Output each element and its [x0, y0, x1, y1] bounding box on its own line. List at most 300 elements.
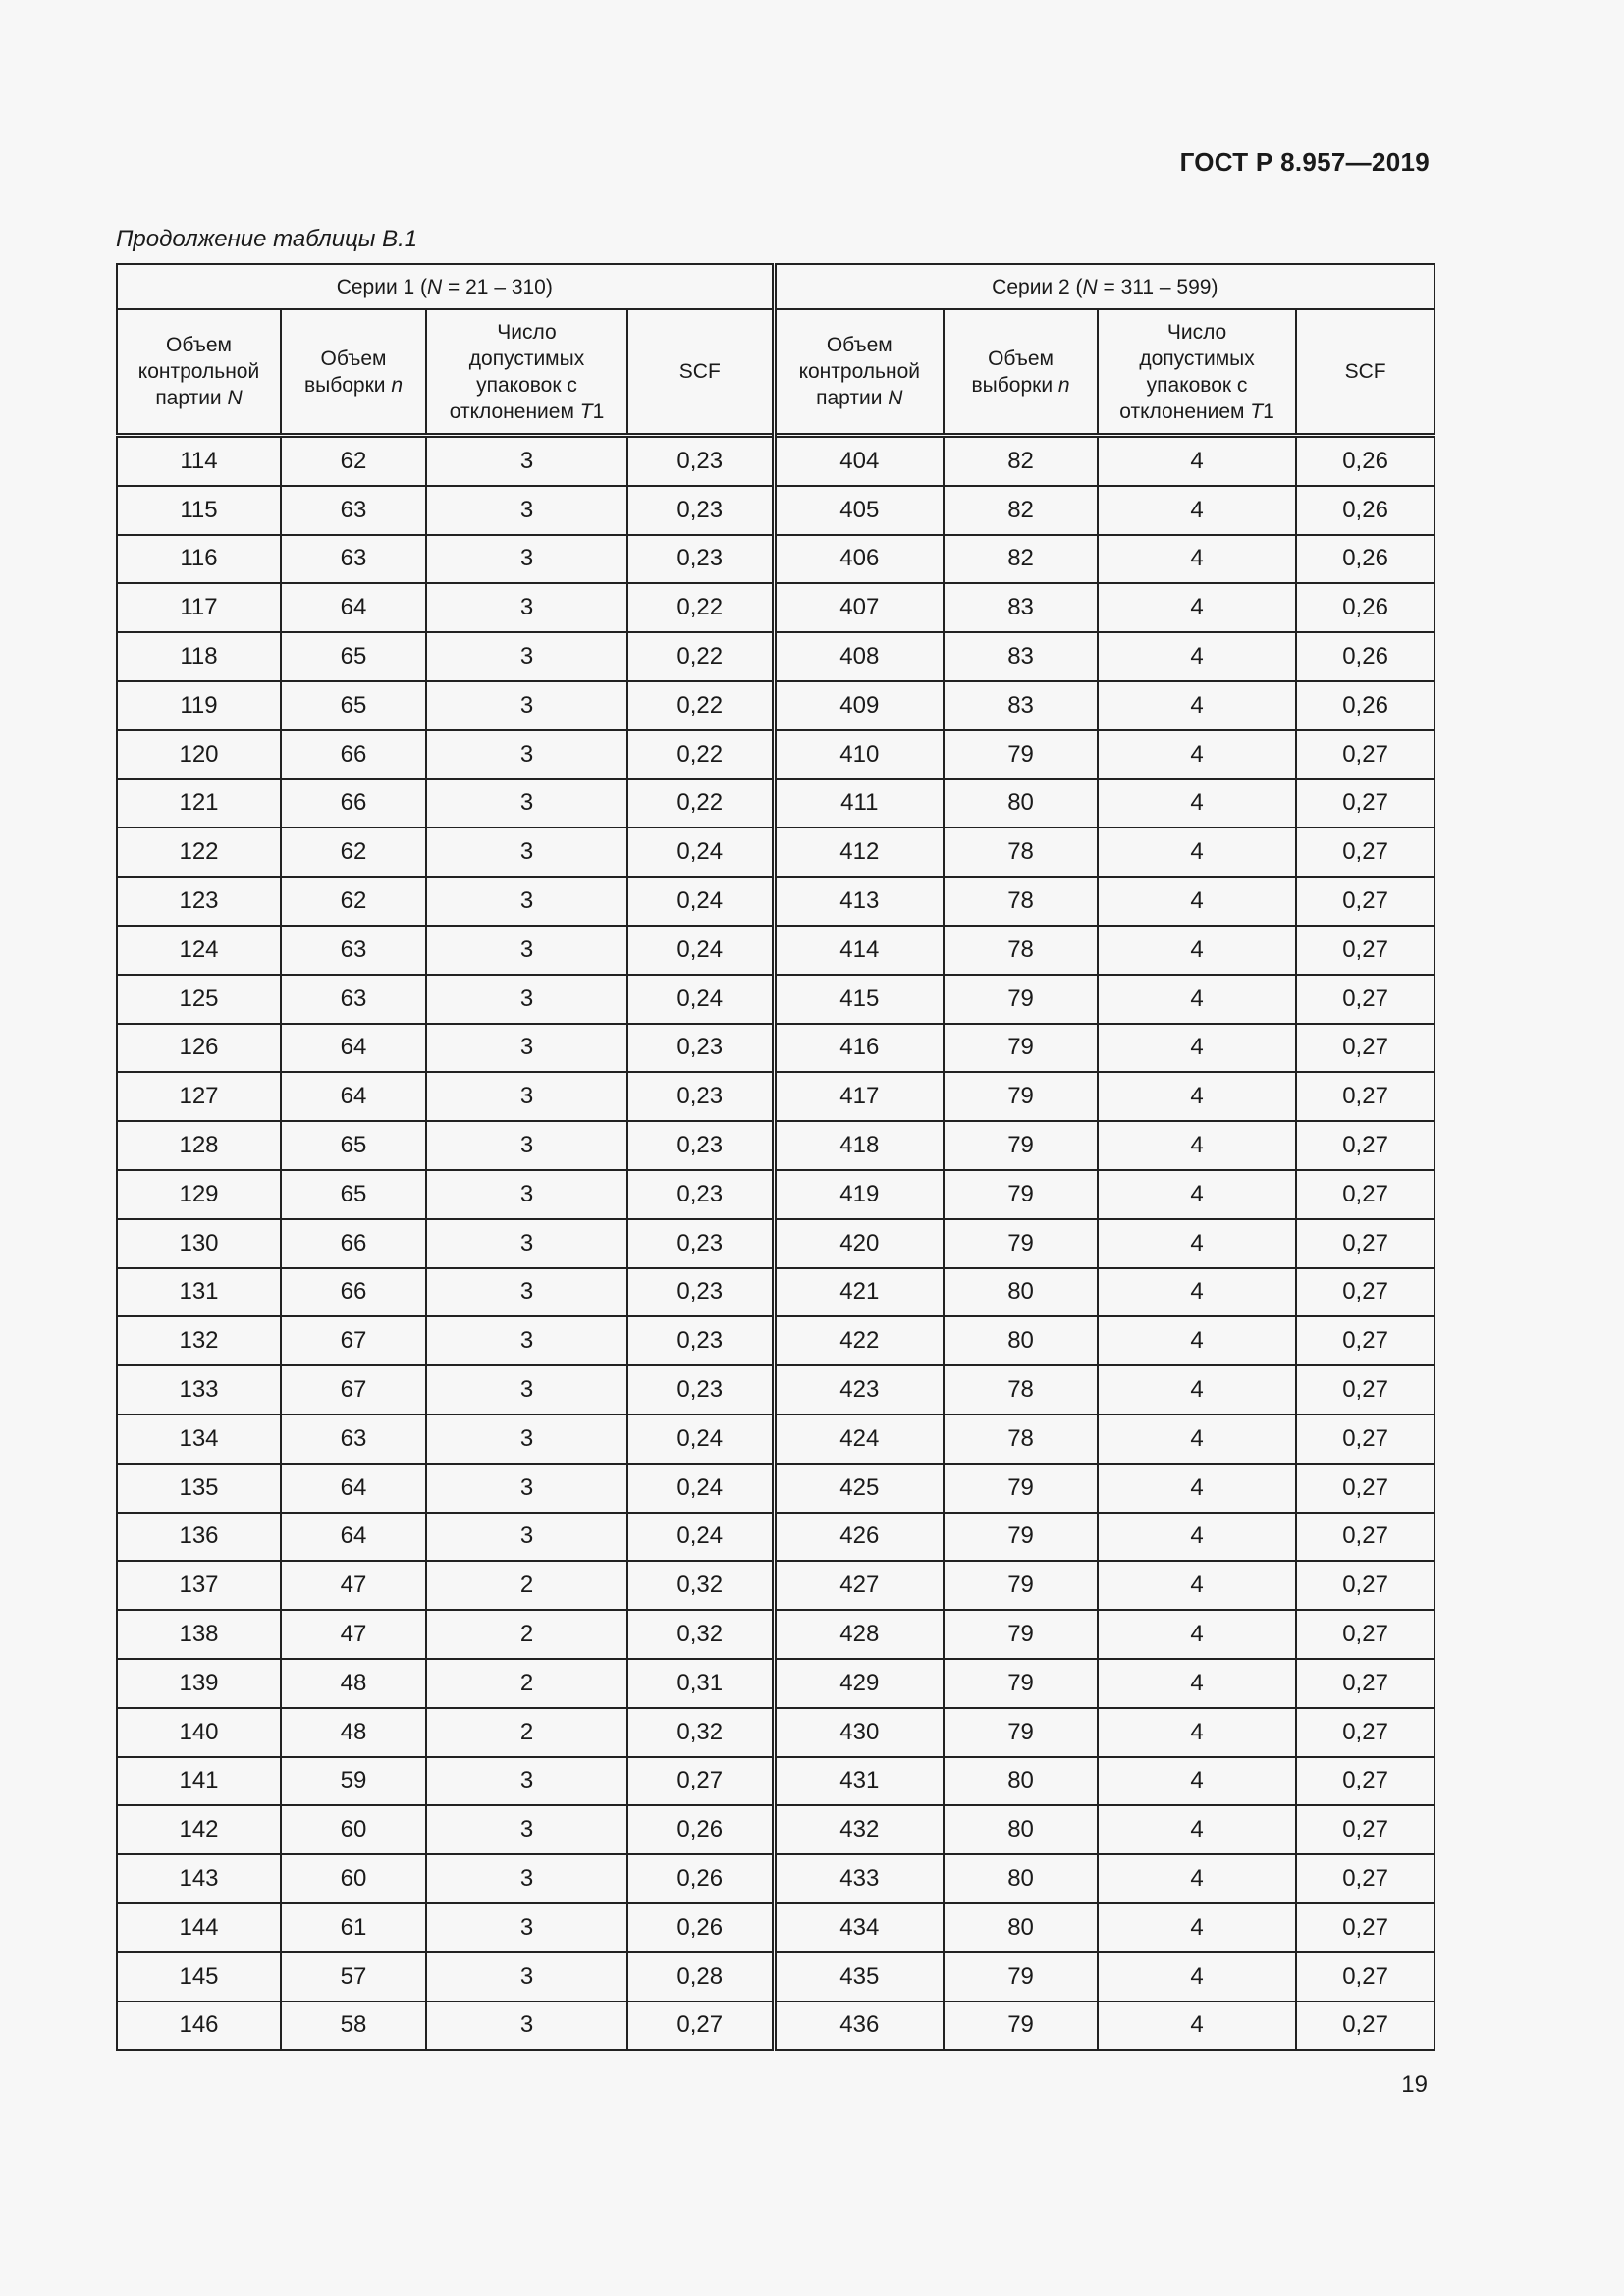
series-1-scf-cell: 0,31: [627, 1659, 774, 1708]
series-2-scf-cell: 0,26: [1296, 583, 1435, 632]
series-2-lot-size-cell: 427: [774, 1561, 944, 1610]
table-row: [117, 1561, 1435, 1610]
series-2-allowed-deviations-cell: 4: [1098, 632, 1296, 681]
series-2-lot-size-cell: 408: [774, 632, 944, 681]
series-1-allowed-deviations-cell: 3: [426, 1952, 627, 2002]
series-1-allowed-deviations-cell: 3: [426, 583, 627, 632]
series-1-sample-size-cell: 61: [281, 1903, 426, 1952]
series-1-scf-cell: 0,24: [627, 1464, 774, 1513]
series-2-scf-cell: 0,27: [1296, 1170, 1435, 1219]
series-1-allowed-deviations-cell: 3: [426, 730, 627, 779]
series-2-allowed-deviations-cell: 4: [1098, 1365, 1296, 1415]
series-1-sample-size-cell: 64: [281, 1513, 426, 1562]
series-1-sample-size-cell: 62: [281, 877, 426, 926]
series-1-sample-size-cell: 63: [281, 926, 426, 975]
table-body: [117, 436, 1435, 2051]
series-2-sample-size-cell: 82: [944, 436, 1098, 486]
series-2-lot-size-cell: 411: [774, 779, 944, 828]
series-1-lot-size-cell: 126: [117, 1024, 281, 1073]
series-1-lot-size-cell: 131: [117, 1268, 281, 1317]
series-2-allowed-deviations-cell: 4: [1098, 1268, 1296, 1317]
series-2-sample-size-cell: 82: [944, 535, 1098, 584]
series-2-sample-size-cell: 79: [944, 1513, 1098, 1562]
series-1-sample-size-cell: 58: [281, 2002, 426, 2051]
table-row: [117, 436, 1435, 486]
series-1-sample-size-cell: 66: [281, 779, 426, 828]
series-2-lot-size-cell: 413: [774, 877, 944, 926]
series-1-allowed-deviations-cell: 3: [426, 632, 627, 681]
series-2-allowed-deviations-cell: 4: [1098, 1561, 1296, 1610]
series-2-scf-cell: 0,27: [1296, 1952, 1435, 2002]
series-1-scf-cell: 0,27: [627, 1757, 774, 1806]
series-2-lot-size-cell: 432: [774, 1805, 944, 1854]
series-1-lot-size-cell: 134: [117, 1415, 281, 1464]
series-1-allowed-deviations-cell: 3: [426, 1415, 627, 1464]
series-1-allowed-deviations-cell: 3: [426, 1121, 627, 1170]
series-2-allowed-deviations-cell: 4: [1098, 486, 1296, 535]
series-1-lot-size-cell: 124: [117, 926, 281, 975]
series-1-lot-size-cell: 127: [117, 1072, 281, 1121]
series-2-allowed-deviations-cell: 4: [1098, 1903, 1296, 1952]
series-1-allowed-deviations-cell: 3: [426, 1805, 627, 1854]
series-2-allowed-deviations-cell: 4: [1098, 975, 1296, 1024]
table-row: [117, 486, 1435, 535]
series-1-lot-size-cell: 121: [117, 779, 281, 828]
series-1-scf-cell: 0,32: [627, 1561, 774, 1610]
series-1-scf-cell: 0,24: [627, 877, 774, 926]
series-2-allowed-deviations-cell: 4: [1098, 1854, 1296, 1903]
series-2-sample-size-cell: 79: [944, 1024, 1098, 1073]
series-1-lot-size-cell: 125: [117, 975, 281, 1024]
series-1-allowed-deviations-cell: 3: [426, 1903, 627, 1952]
series-2-lot-size-cell: 422: [774, 1316, 944, 1365]
series-2-sample-size-cell: 82: [944, 486, 1098, 535]
series-1-sample-size-cell: 47: [281, 1561, 426, 1610]
series-1-lot-size-cell: 129: [117, 1170, 281, 1219]
series-1-scf-cell: 0,23: [627, 1024, 774, 1073]
document-code: ГОСТ Р 8.957—2019: [1179, 147, 1430, 177]
series-2-allowed-deviations-cell: 4: [1098, 1805, 1296, 1854]
series-1-allowed-deviations-cell: 2: [426, 1659, 627, 1708]
series-1-lot-size-cell: 115: [117, 486, 281, 535]
series-1-allowed-deviations-cell: 2: [426, 1708, 627, 1757]
series-1-scf-cell: 0,24: [627, 975, 774, 1024]
table-row: [117, 535, 1435, 584]
table-row: [117, 1170, 1435, 1219]
series-1-scf-cell: 0,24: [627, 828, 774, 877]
series-2-sample-size-cell: 80: [944, 1757, 1098, 1806]
series-2-lot-size-cell: 410: [774, 730, 944, 779]
series-2-allowed-deviations-cell: 4: [1098, 926, 1296, 975]
series-2-scf-cell: 0,26: [1296, 632, 1435, 681]
table-row: [117, 1415, 1435, 1464]
series-2-sample-size-cell: 79: [944, 1464, 1098, 1513]
series-1-sample-size-cell: 63: [281, 1415, 426, 1464]
series-1-lot-size-cell: 128: [117, 1121, 281, 1170]
series-1-lot-size-cell: 145: [117, 1952, 281, 2002]
table-row: [117, 1610, 1435, 1659]
series-2-lot-size-cell: 421: [774, 1268, 944, 1317]
series-2-scf-cell: 0,27: [1296, 975, 1435, 1024]
series-2-sample-size-cell: 79: [944, 1952, 1098, 2002]
series-2-sample-size-cell: 79: [944, 1219, 1098, 1268]
series-1-allowed-deviations-cell: 3: [426, 1268, 627, 1317]
series-1-scf-cell: 0,26: [627, 1903, 774, 1952]
table-row: [117, 730, 1435, 779]
table-row: [117, 1903, 1435, 1952]
series-2-sample-size-cell: 79: [944, 1121, 1098, 1170]
series-1-sample-size-cell: 60: [281, 1854, 426, 1903]
series-2-scf-cell: 0,27: [1296, 1024, 1435, 1073]
series-2-scf-cell: 0,27: [1296, 1072, 1435, 1121]
series-2-allowed-deviations-cell: 4: [1098, 1316, 1296, 1365]
series-2-header: Серии 2 (N = 311 – 599): [774, 264, 1435, 309]
series-1-allowed-deviations-cell: 3: [426, 779, 627, 828]
series-2-scf-cell: 0,27: [1296, 1805, 1435, 1854]
series-1-scf-cell: 0,26: [627, 1854, 774, 1903]
series-1-scf-cell: 0,23: [627, 1072, 774, 1121]
series-1-scf-cell: 0,23: [627, 1365, 774, 1415]
series-2-lot-size-cell: 429: [774, 1659, 944, 1708]
table-row: [117, 1805, 1435, 1854]
series-1-lot-size-cell: 117: [117, 583, 281, 632]
series-1-sample-size-cell: 47: [281, 1610, 426, 1659]
series-2-lot-size-cell: 423: [774, 1365, 944, 1415]
series-2-lot-size-cell: 414: [774, 926, 944, 975]
table-row: [117, 1952, 1435, 2002]
series-1-sample-size-cell: 67: [281, 1365, 426, 1415]
series-2-allowed-deviations-cell: 4: [1098, 681, 1296, 730]
series-2-scf-cell: 0,27: [1296, 1757, 1435, 1806]
series-2-allowed-deviations-cell: 4: [1098, 828, 1296, 877]
table-row: [117, 583, 1435, 632]
series-2-sample-size-cell: 78: [944, 877, 1098, 926]
column-header-row: [117, 309, 1435, 436]
series-2-allowed-deviations-cell: 4: [1098, 583, 1296, 632]
series-1-allowed-deviations-cell: 3: [426, 1024, 627, 1073]
series-1-sample-size-cell: 64: [281, 1072, 426, 1121]
series-1-lot-size-cell: 120: [117, 730, 281, 779]
series-1-sample-size-cell: 62: [281, 436, 426, 486]
table-row: [117, 1268, 1435, 1317]
series-1-sample-size-cell: 48: [281, 1708, 426, 1757]
series-1-allowed-deviations-cell: 2: [426, 1561, 627, 1610]
series-2-allowed-deviations-cell: 4: [1098, 1024, 1296, 1073]
series-1-lot-size-cell: 137: [117, 1561, 281, 1610]
series-1-sample-size-cell: 65: [281, 1170, 426, 1219]
series-2-scf-cell: 0,26: [1296, 535, 1435, 584]
series-2-scf-cell: 0,27: [1296, 1610, 1435, 1659]
col-header-scf: SCF: [1296, 309, 1435, 436]
series-1-scf-cell: 0,24: [627, 1513, 774, 1562]
series-2-lot-size-cell: 419: [774, 1170, 944, 1219]
series-2-lot-size-cell: 428: [774, 1610, 944, 1659]
series-1-sample-size-cell: 67: [281, 1316, 426, 1365]
series-2-scf-cell: 0,27: [1296, 1854, 1435, 1903]
series-2-sample-size-cell: 79: [944, 2002, 1098, 2051]
series-1-lot-size-cell: 116: [117, 535, 281, 584]
series-2-scf-cell: 0,27: [1296, 877, 1435, 926]
series-2-lot-size-cell: 416: [774, 1024, 944, 1073]
series-2-scf-cell: 0,27: [1296, 1415, 1435, 1464]
series-1-allowed-deviations-cell: 3: [426, 436, 627, 486]
series-1-scf-cell: 0,22: [627, 779, 774, 828]
series-1-allowed-deviations-cell: 3: [426, 2002, 627, 2051]
table-row: [117, 877, 1435, 926]
series-1-allowed-deviations-cell: 3: [426, 975, 627, 1024]
table-row: [117, 632, 1435, 681]
series-1-scf-cell: 0,26: [627, 1805, 774, 1854]
series-1-allowed-deviations-cell: 2: [426, 1610, 627, 1659]
series-1-sample-size-cell: 65: [281, 1121, 426, 1170]
series-2-sample-size-cell: 79: [944, 1170, 1098, 1219]
series-1-scf-cell: 0,27: [627, 2002, 774, 2051]
series-1-allowed-deviations-cell: 3: [426, 1757, 627, 1806]
series-2-scf-cell: 0,27: [1296, 1121, 1435, 1170]
series-1-allowed-deviations-cell: 3: [426, 1316, 627, 1365]
series-2-lot-size-cell: 418: [774, 1121, 944, 1170]
series-1-lot-size-cell: 133: [117, 1365, 281, 1415]
col-header-sample-size: Объем выборки n: [281, 309, 426, 436]
series-2-sample-size-cell: 79: [944, 1708, 1098, 1757]
series-2-scf-cell: 0,26: [1296, 681, 1435, 730]
series-1-lot-size-cell: 144: [117, 1903, 281, 1952]
col-header-lot-size: Объем контрольной партии N: [117, 309, 281, 436]
series-2-sample-size-cell: 83: [944, 583, 1098, 632]
series-2-lot-size-cell: 412: [774, 828, 944, 877]
series-2-sample-size-cell: 83: [944, 681, 1098, 730]
table-row: [117, 828, 1435, 877]
series-1-header: Серии 1 (N = 21 – 310): [117, 264, 774, 309]
series-2-sample-size-cell: 79: [944, 730, 1098, 779]
table-row: [117, 779, 1435, 828]
series-1-lot-size-cell: 141: [117, 1757, 281, 1806]
series-2-scf-cell: 0,26: [1296, 436, 1435, 486]
series-2-sample-size-cell: 78: [944, 926, 1098, 975]
series-2-allowed-deviations-cell: 4: [1098, 1415, 1296, 1464]
series-2-allowed-deviations-cell: 4: [1098, 1952, 1296, 2002]
series-2-scf-cell: 0,27: [1296, 1316, 1435, 1365]
series-2-allowed-deviations-cell: 4: [1098, 1708, 1296, 1757]
series-2-lot-size-cell: 420: [774, 1219, 944, 1268]
series-1-allowed-deviations-cell: 3: [426, 1365, 627, 1415]
series-2-allowed-deviations-cell: 4: [1098, 1219, 1296, 1268]
series-2-sample-size-cell: 80: [944, 1316, 1098, 1365]
series-1-scf-cell: 0,24: [627, 926, 774, 975]
series-1-sample-size-cell: 60: [281, 1805, 426, 1854]
series-2-sample-size-cell: 80: [944, 1903, 1098, 1952]
series-2-lot-size-cell: 434: [774, 1903, 944, 1952]
series-2-scf-cell: 0,27: [1296, 1903, 1435, 1952]
series-1-allowed-deviations-cell: 3: [426, 1072, 627, 1121]
series-1-lot-size-cell: 114: [117, 436, 281, 486]
series-1-scf-cell: 0,22: [627, 583, 774, 632]
series-2-scf-cell: 0,27: [1296, 1365, 1435, 1415]
series-1-sample-size-cell: 64: [281, 583, 426, 632]
series-1-scf-cell: 0,23: [627, 1219, 774, 1268]
series-1-lot-size-cell: 146: [117, 2002, 281, 2051]
series-1-lot-size-cell: 118: [117, 632, 281, 681]
series-2-scf-cell: 0,27: [1296, 926, 1435, 975]
series-1-scf-cell: 0,28: [627, 1952, 774, 2002]
series-2-allowed-deviations-cell: 4: [1098, 1170, 1296, 1219]
table-row: [117, 1072, 1435, 1121]
series-2-lot-size-cell: 415: [774, 975, 944, 1024]
page-number: 19: [1401, 2071, 1428, 2098]
series-2-allowed-deviations-cell: 4: [1098, 779, 1296, 828]
series-2-allowed-deviations-cell: 4: [1098, 877, 1296, 926]
series-1-lot-size-cell: 143: [117, 1854, 281, 1903]
series-1-lot-size-cell: 122: [117, 828, 281, 877]
table-row: [117, 681, 1435, 730]
series-1-lot-size-cell: 136: [117, 1513, 281, 1562]
series-1-sample-size-cell: 59: [281, 1757, 426, 1806]
series-1-scf-cell: 0,22: [627, 681, 774, 730]
table-row: [117, 1708, 1435, 1757]
series-2-lot-size-cell: 430: [774, 1708, 944, 1757]
series-2-sample-size-cell: 78: [944, 1415, 1098, 1464]
table-row: [117, 1513, 1435, 1562]
series-2-lot-size-cell: 417: [774, 1072, 944, 1121]
col-header-scf: SCF: [627, 309, 774, 436]
table-caption: Продолжение таблицы В.1: [116, 226, 418, 252]
series-2-allowed-deviations-cell: 4: [1098, 436, 1296, 486]
series-1-scf-cell: 0,32: [627, 1610, 774, 1659]
series-2-scf-cell: 0,27: [1296, 2002, 1435, 2051]
table-row: [117, 1121, 1435, 1170]
series-2-allowed-deviations-cell: 4: [1098, 1072, 1296, 1121]
series-1-scf-cell: 0,22: [627, 632, 774, 681]
series-2-allowed-deviations-cell: 4: [1098, 1757, 1296, 1806]
series-2-sample-size-cell: 83: [944, 632, 1098, 681]
series-1-sample-size-cell: 63: [281, 975, 426, 1024]
series-1-sample-size-cell: 64: [281, 1464, 426, 1513]
series-1-lot-size-cell: 139: [117, 1659, 281, 1708]
series-2-lot-size-cell: 404: [774, 436, 944, 486]
series-1-sample-size-cell: 66: [281, 1268, 426, 1317]
series-2-lot-size-cell: 426: [774, 1513, 944, 1562]
series-2-allowed-deviations-cell: 4: [1098, 1659, 1296, 1708]
series-1-scf-cell: 0,23: [627, 1170, 774, 1219]
series-2-lot-size-cell: 406: [774, 535, 944, 584]
series-2-sample-size-cell: 79: [944, 1072, 1098, 1121]
series-2-scf-cell: 0,27: [1296, 730, 1435, 779]
series-1-allowed-deviations-cell: 3: [426, 1170, 627, 1219]
series-1-lot-size-cell: 140: [117, 1708, 281, 1757]
series-1-lot-size-cell: 130: [117, 1219, 281, 1268]
table-row: [117, 1219, 1435, 1268]
col-header-lot-size: Объем контрольной партии N: [774, 309, 944, 436]
series-1-allowed-deviations-cell: 3: [426, 1854, 627, 1903]
series-2-scf-cell: 0,27: [1296, 1708, 1435, 1757]
series-2-allowed-deviations-cell: 4: [1098, 1121, 1296, 1170]
series-1-scf-cell: 0,23: [627, 1121, 774, 1170]
series-1-allowed-deviations-cell: 3: [426, 1464, 627, 1513]
series-2-allowed-deviations-cell: 4: [1098, 730, 1296, 779]
table-row: [117, 1757, 1435, 1806]
series-1-allowed-deviations-cell: 3: [426, 1219, 627, 1268]
series-1-allowed-deviations-cell: 3: [426, 681, 627, 730]
series-2-sample-size-cell: 79: [944, 1610, 1098, 1659]
series-2-allowed-deviations-cell: 4: [1098, 1610, 1296, 1659]
series-2-sample-size-cell: 79: [944, 975, 1098, 1024]
series-1-scf-cell: 0,23: [627, 1316, 774, 1365]
series-1-sample-size-cell: 66: [281, 1219, 426, 1268]
series-2-scf-cell: 0,27: [1296, 828, 1435, 877]
series-1-sample-size-cell: 66: [281, 730, 426, 779]
series-2-scf-cell: 0,27: [1296, 1268, 1435, 1317]
series-2-sample-size-cell: 80: [944, 779, 1098, 828]
series-2-sample-size-cell: 79: [944, 1561, 1098, 1610]
series-2-lot-size-cell: 409: [774, 681, 944, 730]
col-header-sample-size: Объем выборки n: [944, 309, 1098, 436]
series-1-lot-size-cell: 132: [117, 1316, 281, 1365]
series-1-allowed-deviations-cell: 3: [426, 877, 627, 926]
col-header-allowed-deviations: Число допустимых упаковок с отклонением T1: [426, 309, 627, 436]
table-row: [117, 975, 1435, 1024]
table-row: [117, 1464, 1435, 1513]
series-1-sample-size-cell: 63: [281, 486, 426, 535]
series-1-allowed-deviations-cell: 3: [426, 535, 627, 584]
series-2-lot-size-cell: 436: [774, 2002, 944, 2051]
series-2-scf-cell: 0,27: [1296, 1659, 1435, 1708]
table-row: [117, 1854, 1435, 1903]
table-row: [117, 1024, 1435, 1073]
series-2-allowed-deviations-cell: 4: [1098, 1464, 1296, 1513]
series-2-scf-cell: 0,27: [1296, 1561, 1435, 1610]
series-1-scf-cell: 0,22: [627, 730, 774, 779]
series-1-scf-cell: 0,23: [627, 486, 774, 535]
series-2-scf-cell: 0,27: [1296, 779, 1435, 828]
series-1-allowed-deviations-cell: 3: [426, 486, 627, 535]
series-1-sample-size-cell: 63: [281, 535, 426, 584]
series-2-lot-size-cell: 405: [774, 486, 944, 535]
series-2-allowed-deviations-cell: 4: [1098, 1513, 1296, 1562]
series-1-sample-size-cell: 65: [281, 681, 426, 730]
series-2-sample-size-cell: 78: [944, 828, 1098, 877]
series-1-lot-size-cell: 142: [117, 1805, 281, 1854]
series-2-sample-size-cell: 80: [944, 1268, 1098, 1317]
series-2-sample-size-cell: 79: [944, 1659, 1098, 1708]
series-1-scf-cell: 0,32: [627, 1708, 774, 1757]
series-2-sample-size-cell: 80: [944, 1854, 1098, 1903]
series-1-lot-size-cell: 123: [117, 877, 281, 926]
table-row: [117, 1365, 1435, 1415]
series-1-allowed-deviations-cell: 3: [426, 926, 627, 975]
data-table: [116, 263, 1435, 2051]
series-2-scf-cell: 0,26: [1296, 486, 1435, 535]
series-1-lot-size-cell: 119: [117, 681, 281, 730]
table-row: [117, 926, 1435, 975]
series-1-scf-cell: 0,23: [627, 436, 774, 486]
series-2-scf-cell: 0,27: [1296, 1464, 1435, 1513]
series-1-sample-size-cell: 64: [281, 1024, 426, 1073]
series-1-lot-size-cell: 135: [117, 1464, 281, 1513]
table-row: [117, 1659, 1435, 1708]
series-2-allowed-deviations-cell: 4: [1098, 2002, 1296, 2051]
series-1-sample-size-cell: 62: [281, 828, 426, 877]
series-1-sample-size-cell: 65: [281, 632, 426, 681]
table-row: [117, 1316, 1435, 1365]
series-2-lot-size-cell: 431: [774, 1757, 944, 1806]
series-2-lot-size-cell: 425: [774, 1464, 944, 1513]
series-2-lot-size-cell: 407: [774, 583, 944, 632]
series-1-scf-cell: 0,23: [627, 535, 774, 584]
table-row: [117, 2002, 1435, 2051]
series-1-sample-size-cell: 48: [281, 1659, 426, 1708]
series-1-scf-cell: 0,23: [627, 1268, 774, 1317]
series-1-sample-size-cell: 57: [281, 1952, 426, 2002]
